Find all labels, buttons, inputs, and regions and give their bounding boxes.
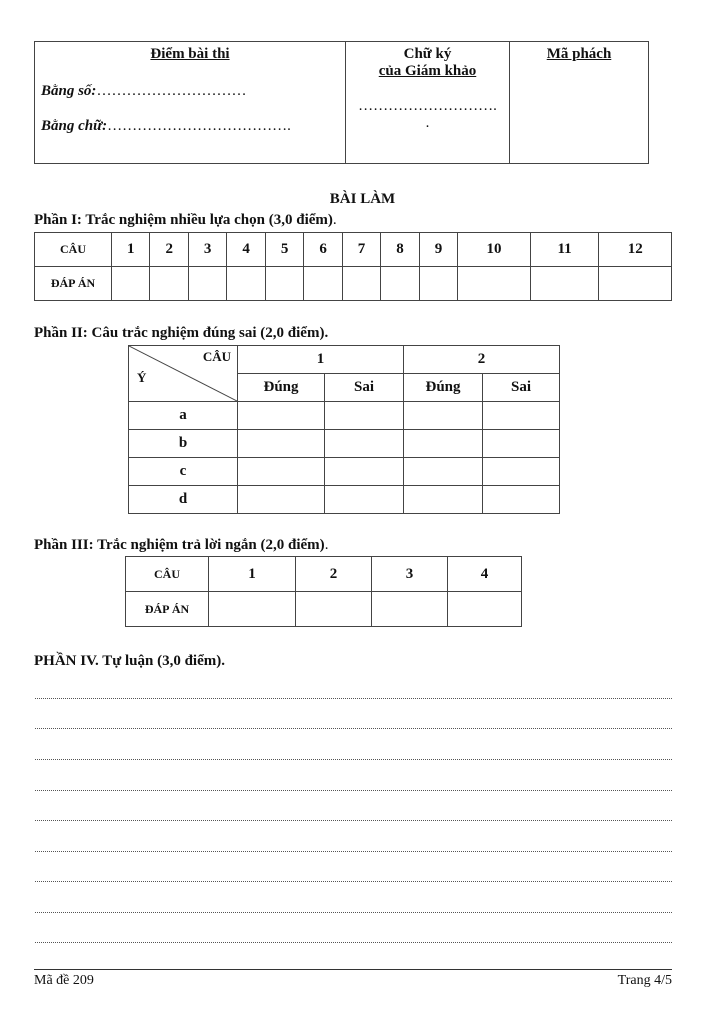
part3-q2: 2 [296, 557, 372, 592]
part3-answer-row [126, 592, 522, 627]
part1-answer-cell[interactable] [188, 267, 226, 301]
part2-answer-cell[interactable] [325, 402, 404, 430]
part2-answer-cell[interactable] [238, 458, 325, 486]
part2-row [129, 486, 560, 514]
part1-answer-label: ĐÁP ÁN [35, 267, 112, 301]
part2-title: Phần II: Câu trắc nghiệm đúng sai (2,0 điểm). [34, 325, 329, 341]
work-title: BÀI LÀM [329, 191, 396, 207]
part2-answer-cell[interactable] [238, 486, 325, 514]
part1-answer-cell[interactable] [227, 267, 265, 301]
part1-answer-cell[interactable] [458, 267, 530, 301]
part2-answer-cell[interactable] [483, 402, 560, 430]
part2-item-a: a [129, 402, 238, 430]
part2-answer-cell[interactable] [325, 458, 404, 486]
part1-q12: 12 [599, 233, 672, 267]
part1-answer-cell[interactable] [599, 267, 672, 301]
part2-false-label: Sai [325, 374, 404, 402]
part1-q5: 5 [265, 233, 303, 267]
signature-title-line1: Chữ ký [403, 46, 452, 62]
part1-q6: 6 [304, 233, 342, 267]
part2-answer-cell[interactable] [238, 402, 325, 430]
part1-question-row [35, 233, 672, 267]
part1-q4: 4 [227, 233, 265, 267]
part3-answer-cell[interactable] [448, 592, 522, 627]
answer-line[interactable] [35, 759, 672, 760]
footer-rule [34, 969, 672, 970]
part2-q1-header: 1 [238, 346, 404, 374]
code-title: Mã phách [546, 46, 612, 62]
part2-answer-cell[interactable] [483, 486, 560, 514]
signature-dot-end: . [425, 115, 430, 131]
part3-title-text: Phần III: Trắc nghiệm trả lời ngắn (2,0 điểm) [34, 537, 325, 553]
score-title: Điểm bài thi [150, 46, 230, 62]
part1-q11: 11 [530, 233, 599, 267]
part1-q7: 7 [342, 233, 380, 267]
part2-item-b: b [129, 430, 238, 458]
part2-q2-header: 2 [404, 346, 560, 374]
part2-answer-cell[interactable] [238, 430, 325, 458]
part2-corner-cell [129, 346, 238, 402]
part3-question-label: CÂU [126, 557, 209, 592]
part3-title [34, 537, 328, 554]
part3-q1: 1 [209, 557, 296, 592]
part2-answer-cell[interactable] [483, 458, 560, 486]
part2-answer-cell[interactable] [404, 430, 483, 458]
part2-answer-cell[interactable] [483, 430, 560, 458]
part2-corner-top: CÂU [202, 349, 231, 364]
part1-answer-row [35, 267, 672, 301]
part1-q1: 1 [112, 233, 150, 267]
signature-cell [346, 42, 510, 164]
signature-dots: ………………………. [358, 98, 497, 114]
score-number-dots: ………………………… [96, 83, 247, 99]
part3-question-row [126, 557, 522, 592]
part2-answer-cell[interactable] [325, 486, 404, 514]
part2-row [129, 458, 560, 486]
page-number: Trang 4/5 [617, 973, 672, 988]
part2-item-c: c [129, 458, 238, 486]
part1-answer-cell[interactable] [342, 267, 380, 301]
answer-line[interactable] [35, 820, 672, 821]
part2-answer-cell[interactable] [404, 486, 483, 514]
part3-q3: 3 [372, 557, 448, 592]
part1-answer-cell[interactable] [381, 267, 419, 301]
part2-true-label: Đúng [238, 374, 325, 402]
part2-item-d: d [129, 486, 238, 514]
answer-line[interactable] [35, 942, 672, 943]
score-words-dots: ………………………………. [107, 118, 291, 134]
part3-answer-cell[interactable] [296, 592, 372, 627]
part1-answer-cell[interactable] [419, 267, 457, 301]
part2-row [129, 430, 560, 458]
signature-title-line2: của Giám khảo [378, 63, 477, 79]
score-words-label: Bằng chữ: [41, 118, 108, 134]
part1-question-label: CÂU [35, 233, 112, 267]
answer-line[interactable] [35, 698, 672, 699]
code-cell [510, 42, 649, 164]
score-cell [35, 42, 346, 164]
part1-q3: 3 [188, 233, 226, 267]
part2-answer-cell[interactable] [404, 402, 483, 430]
answer-line[interactable] [35, 881, 672, 882]
part1-q9: 9 [419, 233, 457, 267]
answer-line[interactable] [35, 728, 672, 729]
part2-row [129, 402, 560, 430]
part2-answer-cell[interactable] [325, 430, 404, 458]
part3-q4: 4 [448, 557, 522, 592]
part2-answer-cell[interactable] [404, 458, 483, 486]
part3-answer-label: ĐÁP ÁN [126, 592, 209, 627]
part3-answer-cell[interactable] [209, 592, 296, 627]
part2-true-label: Đúng [404, 374, 483, 402]
part1-title [34, 212, 337, 229]
part3-title-end: . [324, 537, 329, 553]
part1-answer-cell[interactable] [150, 267, 188, 301]
answer-line[interactable] [35, 851, 672, 852]
part1-title-text: Phần I: Trắc nghiệm nhiều lựa chọn (3,0 điểm) [34, 212, 333, 228]
part1-answer-cell[interactable] [112, 267, 150, 301]
part1-q8: 8 [381, 233, 419, 267]
part3-answer-cell[interactable] [372, 592, 448, 627]
part3-table [125, 556, 522, 627]
part4-title: PHẦN IV. Tự luận (3,0 điểm). [34, 653, 225, 669]
part2-false-label: Sai [483, 374, 560, 402]
answer-line[interactable] [35, 790, 672, 791]
part1-answer-cell[interactable] [530, 267, 599, 301]
header-box [34, 41, 649, 164]
part1-q10: 10 [458, 233, 530, 267]
answer-line[interactable] [35, 912, 672, 913]
part2-table [128, 345, 560, 514]
part1-title-end: . [332, 212, 337, 228]
exam-code: Mã đề 209 [34, 973, 94, 988]
score-number-label: Bằng số: [41, 83, 97, 99]
part1-answer-cell[interactable] [304, 267, 342, 301]
part1-table [34, 232, 672, 301]
part1-q2: 2 [150, 233, 188, 267]
part2-corner-bottom: Ý [137, 370, 147, 385]
part1-answer-cell[interactable] [265, 267, 303, 301]
